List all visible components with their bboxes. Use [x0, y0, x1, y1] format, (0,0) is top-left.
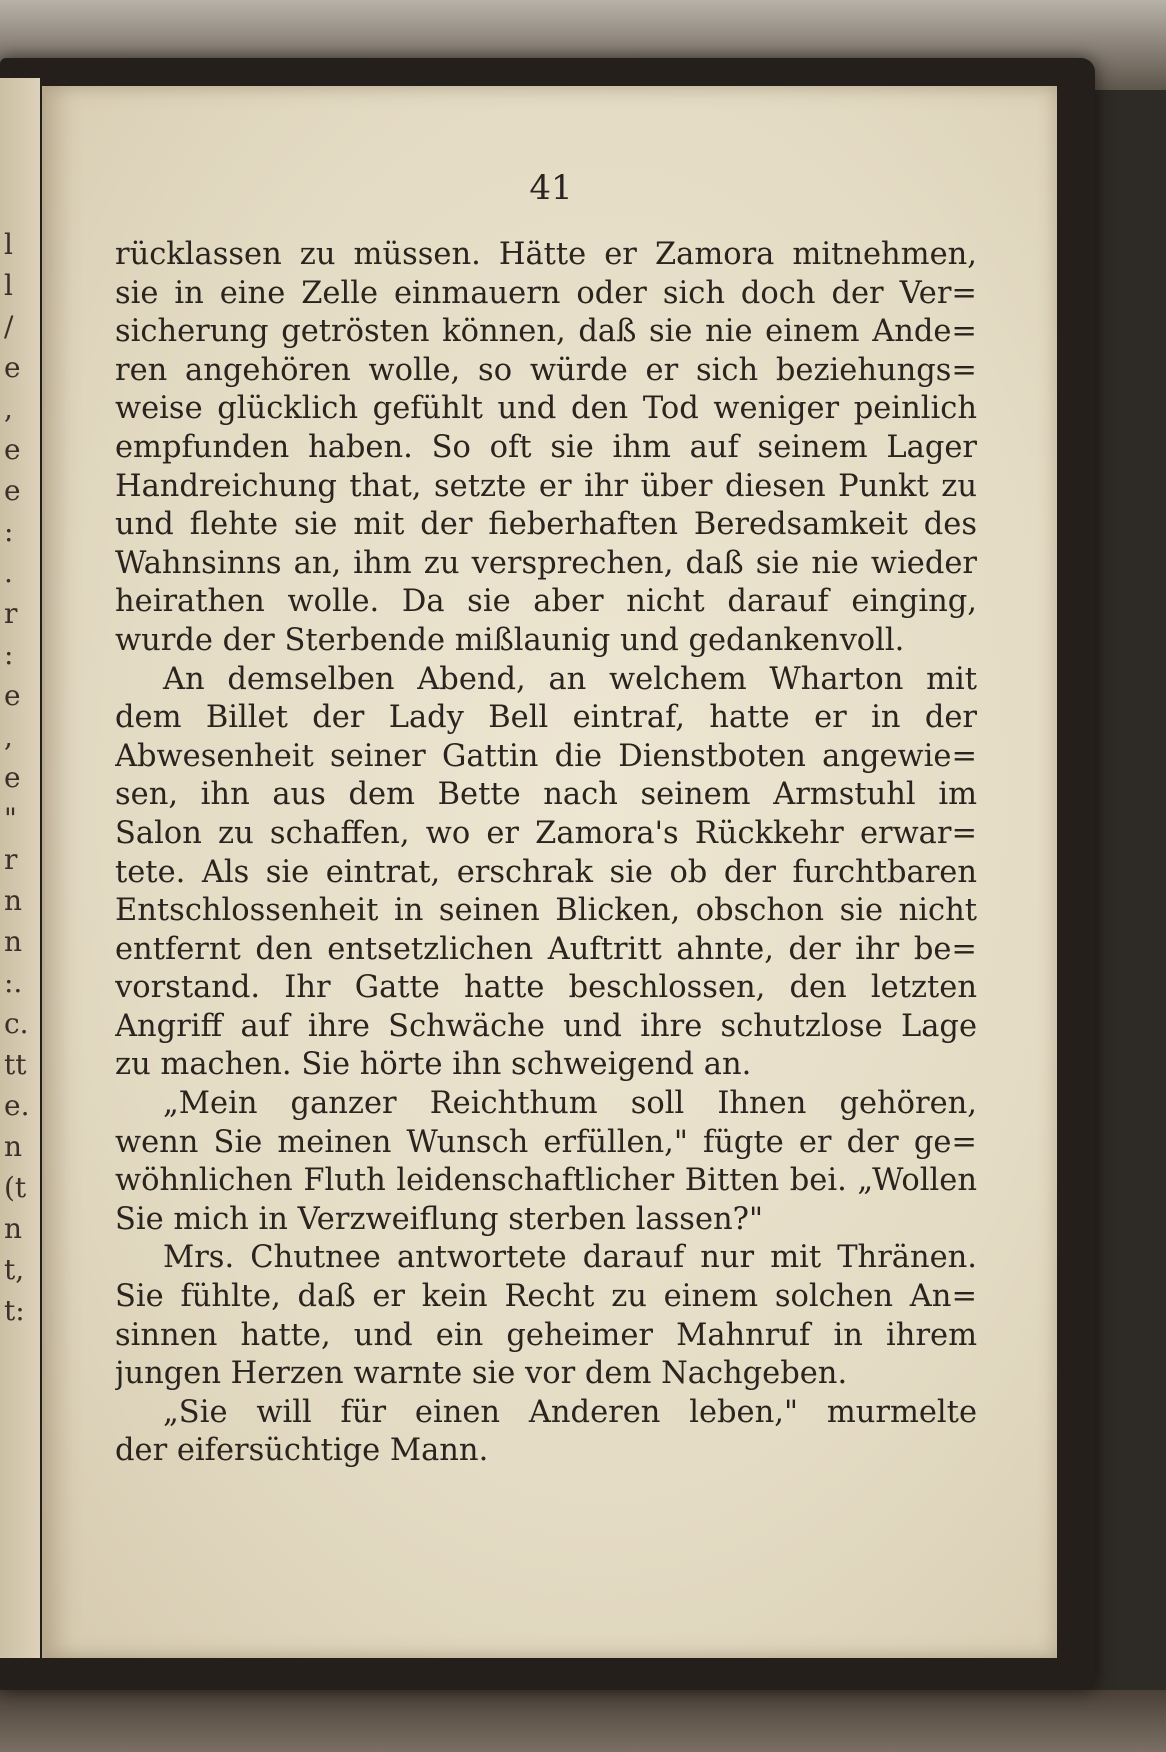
- previous-page-fragment: tt: [4, 1048, 27, 1081]
- text-line: Handreichung that, setzte er ihr über diesen Punkt zu: [115, 468, 977, 504]
- previous-page-fragment: e.: [4, 1089, 30, 1122]
- previous-page-fragment: l: [4, 269, 13, 302]
- previous-page-fragment: e: [4, 679, 21, 712]
- text-line: empfunden haben. So oft sie ihm auf seinem Lager: [115, 429, 977, 465]
- text-line: Salon zu schaffen, wo er Zamora's Rückkehr erwar=: [115, 815, 977, 851]
- previous-page-fragment: r: [4, 597, 18, 630]
- previous-page-fragment: :.: [4, 966, 23, 999]
- previous-page-fragment: :: [4, 638, 14, 671]
- text-line: „Mein ganzer Reichthum soll Ihnen gehören,: [163, 1086, 977, 1122]
- previous-page-fragment: l: [4, 228, 13, 261]
- text-line: sinnen hatte, und ein geheimer Mahnruf in ihrem: [115, 1317, 977, 1353]
- text-line: der eifersüchtige Mann.: [115, 1433, 489, 1469]
- previous-page-fragment: t:: [4, 1294, 25, 1327]
- text-line: Sie fühlte, daß er kein Recht zu einem solchen An=: [115, 1279, 977, 1315]
- page-number: 41: [529, 168, 573, 208]
- previous-page-fragment: r: [4, 843, 18, 876]
- previous-page-fragment: :: [4, 515, 14, 548]
- previous-page-edge: [0, 78, 40, 1658]
- previous-page-fragment: c.: [4, 1007, 29, 1040]
- text-line: und flehte sie mit der fieberhaften Beredsamkeit des: [115, 507, 977, 543]
- book-page: [42, 86, 1057, 1658]
- text-line: jungen Herzen warnte sie vor dem Nachgeben.: [115, 1356, 848, 1392]
- text-line: Mrs. Chutnee antwortete darauf nur mit Thränen.: [163, 1240, 977, 1276]
- text-line: entfernt den entsetzlichen Auftritt ahnte, der ihr be=: [115, 931, 977, 967]
- previous-page-fragment: /: [4, 310, 14, 343]
- text-line: wenn Sie meinen Wunsch erfüllen," fügte er der ge=: [115, 1124, 977, 1160]
- text-line: vorstand. Ihr Gatte hatte beschlossen, den letzten: [115, 970, 977, 1006]
- text-line: sie in eine Zelle einmauern oder sich doch der Ver=: [115, 275, 977, 311]
- background-bottom: [0, 1690, 1166, 1752]
- previous-page-fragment: ,: [4, 392, 13, 425]
- previous-page-fragment: .: [4, 556, 13, 589]
- previous-page-fragment: e: [4, 474, 21, 507]
- previous-page-fragment: (t: [4, 1171, 27, 1204]
- previous-page-fragment: n: [4, 1130, 23, 1163]
- text-line: heirathen wolle. Da sie aber nicht darauf einging,: [115, 584, 977, 620]
- text-line: wöhnlichen Fluth leidenschaftlicher Bitten bei. „Wollen: [115, 1163, 977, 1199]
- previous-page-fragment: n: [4, 1212, 23, 1245]
- text-line: An demselben Abend, an welchem Wharton mit: [163, 661, 977, 697]
- previous-page-fragment: n: [4, 925, 23, 958]
- previous-page-fragment: e: [4, 351, 21, 384]
- text-line: Abwesenheit seiner Gattin die Dienstboten angewie=: [115, 738, 977, 774]
- text-line: Angriff auf ihre Schwäche und ihre schutzlose Lage: [115, 1008, 977, 1044]
- text-line: wurde der Sterbende mißlaunig und gedankenvoll.: [115, 622, 905, 658]
- text-line: Entschlossenheit in seinen Blicken, obschon sie nicht: [115, 893, 977, 929]
- text-line: rücklassen zu müssen. Hätte er Zamora mitnehmen,: [115, 237, 977, 272]
- text-line: „Sie will für einen Anderen leben," murmelte: [163, 1394, 977, 1430]
- text-line: dem Billet der Lady Bell eintraf, hatte er in der: [115, 700, 977, 736]
- text-line: weise glücklich gefühlt und den Tod weniger peinlich: [115, 391, 977, 427]
- previous-page-fragment: ": [4, 802, 17, 835]
- previous-page-fragment: n: [4, 884, 23, 917]
- previous-page-fragment: e: [4, 433, 21, 466]
- previous-page-fragment: ,: [4, 720, 13, 753]
- text-line: ren angehören wolle, so würde er sich beziehungs=: [115, 352, 977, 388]
- previous-page-fragment: e: [4, 761, 21, 794]
- text-line: tete. Als sie eintrat, erschrak sie ob der furchtbaren: [115, 854, 977, 890]
- text-line: zu machen. Sie hörte ihn schweigend an.: [115, 1047, 752, 1083]
- text-line: sen, ihn aus dem Bette nach seinem Armstuhl im: [115, 777, 977, 813]
- text-line: Sie mich in Verzweiflung sterben lassen?": [115, 1201, 764, 1237]
- text-line: Wahnsinns an, ihm zu versprechen, daß sie nie wieder: [115, 545, 977, 581]
- page-text: [115, 236, 977, 1471]
- text-line: sicherung getrösten können, daß sie nie einem Ande=: [115, 314, 977, 350]
- previous-page-fragment: t,: [4, 1253, 25, 1286]
